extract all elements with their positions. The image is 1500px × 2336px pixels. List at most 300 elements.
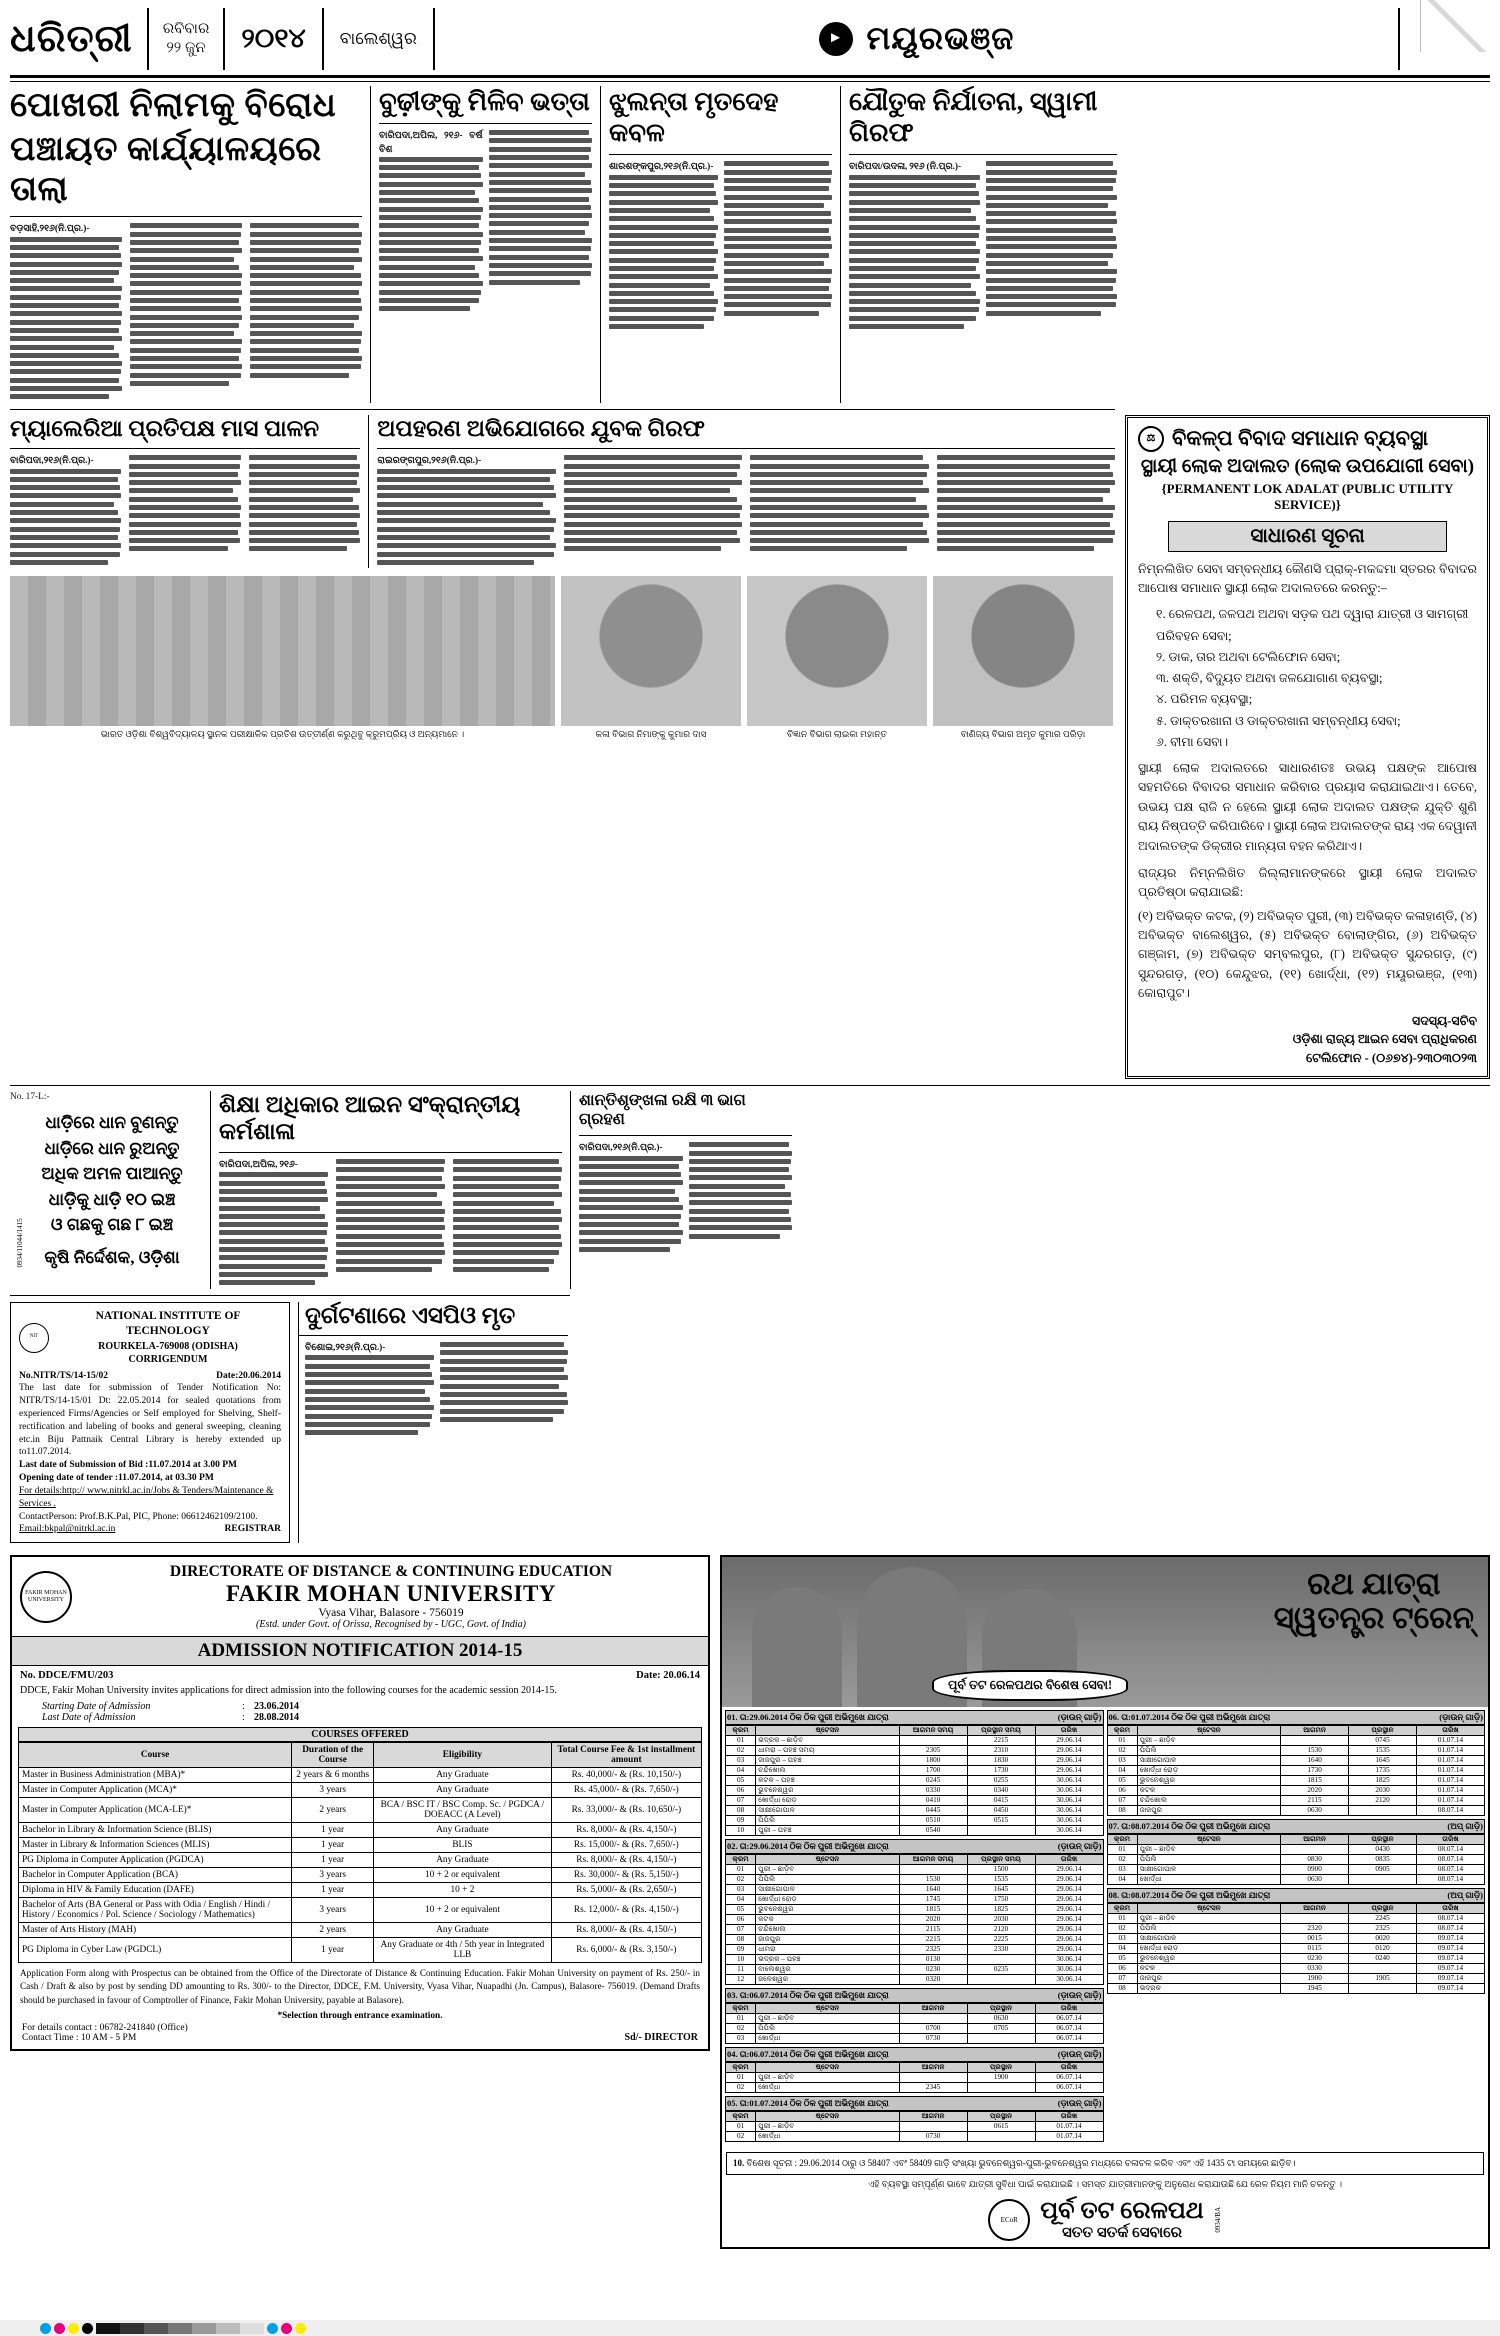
timetable-row: [726, 1905, 1104, 1915]
timetable-row: [1107, 1944, 1485, 1954]
timetable-row: [726, 1895, 1104, 1905]
timetable-block: [725, 1839, 1104, 1985]
departure: 0240: [1349, 1954, 1417, 1964]
sl-no: 03: [726, 1885, 756, 1895]
start-date-label: Starting Date of Admission: [42, 1701, 151, 1713]
station: କଟକ – ପହଞ୍ଚ: [756, 1776, 899, 1786]
emblem-icon: ⚖: [1138, 426, 1164, 452]
timetable: [725, 1725, 1104, 1836]
university-seal-icon: [20, 1571, 72, 1623]
swatch-yellow: [68, 2323, 79, 2334]
arrival: 0830: [1281, 1855, 1349, 1865]
departure: 0630: [967, 2014, 1035, 2024]
course-fee: Rs. 40,000/- & (Rs. 10,150/-): [551, 1768, 701, 1783]
date: 08.07.14: [1417, 1914, 1485, 1924]
timetable-row: [1107, 1845, 1485, 1855]
nit-advert: [10, 1302, 290, 1544]
timetable-row: [726, 1806, 1104, 1816]
table-row: [19, 1898, 702, 1923]
departure: 2245: [1349, 1914, 1417, 1924]
table-row: [19, 1868, 702, 1883]
station: ପିପିଲି: [1137, 1855, 1280, 1865]
date: 29.06.14: [1035, 1885, 1103, 1895]
masthead-date: [149, 8, 226, 70]
photo-group-2: [561, 576, 741, 741]
nit-date: Date:20.06.2014: [216, 1370, 281, 1381]
bottom-ads: [10, 1547, 1490, 2248]
story7-headline: ଶିକ୍ଷା ଅଧିକାର ଆଇନ ସଂକ୍ରାନ୍ତୀୟ କର୍ମଶାଳା: [219, 1091, 521, 1145]
date: 08.07.14: [1417, 1875, 1485, 1885]
nit-contact: ContactPerson: Prof.B.K.Pal, PIC, Phone: 06612462109/2100.: [19, 1511, 258, 1522]
train-ad-title-1: ରଥ ଯାତ୍ରା: [1307, 1566, 1441, 1602]
story-shanti: [570, 1091, 800, 1289]
story3-body-col1: [609, 175, 718, 329]
timetable-col-header: ତାରିଖ: [1417, 1904, 1485, 1914]
university-foot-note-2: *Selection through entrance examination.: [277, 2011, 443, 2022]
arrival: [899, 2014, 967, 2024]
story7-body-col2: [336, 1159, 445, 1272]
table-row: [19, 1923, 702, 1938]
course-name: PG Diploma in Cyber Law (PGDCL): [19, 1938, 292, 1963]
timetable-direction: (ଡ଼ାଉନ୍ ଗାଡ଼ି): [1057, 2049, 1102, 2060]
timetable-row: [726, 1925, 1104, 1935]
date: 29.06.14: [1035, 1865, 1103, 1875]
timetable: [725, 2003, 1104, 2044]
station: ସାକ୍ଷୀଗୋପାଳ: [1137, 1756, 1280, 1766]
courses-th-duration: Duration of the Course: [292, 1743, 374, 1768]
timetable-row: [726, 1875, 1104, 1885]
departure: 1750: [967, 1895, 1035, 1905]
date: 09.07.14: [1417, 1934, 1485, 1944]
departure: 1730: [967, 1766, 1035, 1776]
course-fee: Rs. 6,000/- & (Rs. 3,150/-): [551, 1938, 701, 1963]
story-budhi: [370, 86, 600, 403]
sl-no: 07: [726, 1796, 756, 1806]
date: 29.06.14: [1035, 1905, 1103, 1915]
sl-no: 04: [726, 1895, 756, 1905]
timetable-header: [1107, 1710, 1486, 1725]
date: 30.06.14: [1035, 1806, 1103, 1816]
departure: 2225: [967, 1935, 1035, 1945]
sl-no: 04: [1107, 1944, 1137, 1954]
timetable-row: [726, 1965, 1104, 1975]
arrival: 0730: [899, 2034, 967, 2044]
photo-group-1: [10, 576, 555, 741]
timetable-row: [726, 2034, 1104, 2044]
sl-no: 02: [726, 2024, 756, 2034]
arrival: 2305: [899, 1746, 967, 1756]
table-row: [19, 1853, 702, 1868]
story5-body-col2: [129, 455, 240, 551]
timetable-header: [1107, 1888, 1486, 1903]
sl-no: 01: [726, 1736, 756, 1746]
station: ଜାଜପୁର: [756, 1935, 899, 1945]
train-ad-note-no: 10.: [733, 2158, 745, 2169]
timetable-row: [1107, 1806, 1485, 1816]
lok-adalat-signature: ସଦସ୍ୟ-ସଚିବ: [1412, 1013, 1477, 1028]
story8-dateline: ବାରିପଦା,୨୧୬(ନି.ପ୍ର.)-: [579, 1143, 663, 1154]
masthead-logo: ଧରିତ୍ରୀ: [10, 8, 149, 70]
station: ଭୁବନେଶ୍ୱର: [1137, 1954, 1280, 1964]
date: 06.07.14: [1035, 2024, 1103, 2034]
course-name: PG Diploma in Computer Application (PGDCA): [19, 1853, 292, 1868]
timetable-title: 03. ତା:06.07.2014 ଠିକ ଠିକ ପୁରୀ ଅଭିମୁଖେ ଯାତ୍ରା: [727, 1990, 889, 2001]
timetable-row: [1107, 1934, 1485, 1944]
university-contact-time: Contact Time : 10 AM - 5 PM: [22, 2033, 137, 2044]
course-eligibility: BLIS: [374, 1838, 552, 1853]
departure: [1349, 1875, 1417, 1885]
departure: 1900: [967, 2073, 1035, 2083]
photo-caption-4: ବାଣିଜ୍ୟ ବିଭାଗ ଅମୃତ କୁମାର ପରିଡ଼ା: [960, 729, 1086, 740]
photo-award-ceremony: [10, 576, 555, 726]
timetable-col-header: ତାରିଖ: [1035, 1726, 1103, 1736]
timetable-title: 04. ତା:06.07.2014 ଠିକ ଠିକ ପୁରୀ ଅଭିମୁଖେ ଯାତ୍ରା: [727, 2049, 889, 2060]
story6-body-col1: [377, 469, 555, 565]
departure: 1825: [967, 1905, 1035, 1915]
timetable-col-header: ତାରିଖ: [1035, 2063, 1103, 2073]
timetable-row: [726, 1746, 1104, 1756]
station: ଖୋର୍ଦ୍ଧା: [1137, 1875, 1280, 1885]
lok-adalat-para2: ରାଜ୍ୟର ନିମ୍ନଲିଖିତ ଜିଲ୍ଲାମାନଙ୍କରେ ସ୍ଥାୟୀ ଲୋକ ଅଦାଲତ ପ୍ରତିଷ୍ଠା କରାଯାଇଛି:: [1138, 865, 1477, 900]
station: ଧାମରା – ପହଞ୍ଚ ସମୟ: [756, 1746, 899, 1756]
agri-ad-sidecode: 0934/11044/1415: [16, 1218, 24, 1268]
arrival: 0230: [899, 1965, 967, 1975]
course-fee: Rs. 45,000/- & (Rs. 7,650/-): [551, 1783, 701, 1798]
sl-no: 06: [1107, 1786, 1137, 1796]
university-address: Vyasa Vihar, Balasore - 756019: [318, 1607, 464, 1620]
course-fee: Rs. 12,000/- & (Rs. 4,150/-): [551, 1898, 701, 1923]
course-name: Master in Business Administration (MBA)*: [19, 1768, 292, 1783]
masthead: [10, 6, 1490, 78]
story-spo-death: [298, 1302, 568, 1544]
date: 01.07.14: [1417, 1796, 1485, 1806]
departure: [967, 2083, 1035, 2093]
date: 30.06.14: [1035, 1816, 1103, 1826]
timetable-direction: (ଡ଼ାଉନ୍ ଗାଡ଼ି): [1057, 1990, 1102, 2001]
date: 29.06.14: [1035, 1736, 1103, 1746]
timetable-row: [1107, 1875, 1485, 1885]
timetable-direction: (ଅପ୍‌ ଗାଡ଼ି): [1447, 1890, 1483, 1901]
arrival: 0115: [1281, 1944, 1349, 1954]
timetable-row: [726, 1816, 1104, 1826]
course-eligibility: 10 + 2: [374, 1883, 552, 1898]
course-duration: 3 years: [292, 1868, 374, 1883]
station: ପିପିଲି: [756, 1816, 899, 1826]
course-name: Master in Computer Application (MCA-LE)*: [19, 1798, 292, 1823]
date: 29.06.14: [1035, 1746, 1103, 1756]
departure: 1645: [967, 1885, 1035, 1895]
last-date-label: Last Date of Admission: [42, 1712, 136, 1724]
sl-no: 11: [726, 1965, 756, 1975]
timetable-col-header: ଆଗମନ: [899, 2063, 967, 2073]
timetable-direction: (ଡ଼ାଉନ୍ ଗାଡ଼ି): [1057, 1841, 1102, 1852]
sl-no: 01: [726, 2122, 756, 2132]
story6-body-col3: [750, 455, 928, 551]
timetable-col-header: ପ୍ରସ୍ଥାନ ସମୟ: [967, 1855, 1035, 1865]
departure: [967, 2132, 1035, 2142]
university-notification-date: Date: 20.06.14: [636, 1670, 700, 1682]
timetable-col-header: ପ୍ରସ୍ଥାନ: [967, 2063, 1035, 2073]
timetable-block: [1107, 1819, 1486, 1885]
course-name: Diploma in HIV & Family Education (DAFE): [19, 1883, 292, 1898]
story5-headline: ମ୍ୟାଲେରିଆ ପ୍ରତିପକ୍ଷ ମାସ ପାଳନ: [10, 415, 320, 441]
arrival: 0330: [899, 1786, 967, 1796]
date: 01.07.14: [1417, 1756, 1485, 1766]
table-row: [19, 1938, 702, 1963]
nit-email[interactable]: Email:bkpal@nitrkl.ac.in: [19, 1524, 116, 1535]
lok-adalat-service-list: [1156, 604, 1477, 753]
lok-adalat-ad: [1125, 409, 1490, 1079]
masthead-rule: [10, 81, 1490, 82]
sl-no: 09: [726, 1816, 756, 1826]
swatch-cyan-2: [267, 2323, 278, 2334]
departure: 2215: [967, 1736, 1035, 1746]
color-swatches: [0, 2320, 1500, 2336]
arrival: 0330: [1281, 1964, 1349, 1974]
nit-subtitle: ROURKELA-769008 (ODISHA): [98, 1340, 238, 1352]
date: 01.07.14: [1417, 1776, 1485, 1786]
date: 30.06.14: [1035, 1796, 1103, 1806]
story4-body-col1: [849, 175, 980, 329]
timetable-col-header: କ୍ରମ: [1107, 1726, 1137, 1736]
station: ଖୋର୍ଦ୍ଧା: [756, 2034, 899, 2044]
timetable-col-header: କ୍ରମ: [726, 2063, 756, 2073]
story7-dateline: ବାରିପଦା,ଅପିଲ, ୨୧୬-: [219, 1160, 298, 1171]
date: 01.07.14: [1417, 1736, 1485, 1746]
date: 01.07.14: [1035, 2132, 1103, 2142]
lead-body-columns: [10, 223, 362, 402]
station: କଟକ: [1137, 1786, 1280, 1796]
story5-body-col3: [249, 455, 360, 551]
station: ପୁରୀ – ଛାଡ଼ିବ: [756, 2014, 899, 2024]
timetable: [1107, 1903, 1486, 1994]
sl-no: 06: [1107, 1964, 1137, 1974]
sl-no: 02: [1107, 1924, 1137, 1934]
lok-adalat-title-row: [1138, 426, 1477, 452]
departure: 0255: [967, 1776, 1035, 1786]
lead-story: [10, 86, 370, 403]
timetable-col-header: କ୍ରମ: [1107, 1835, 1137, 1845]
mid-left: [10, 409, 1125, 1079]
train-ad-note-text: ବିଶେଷ ସୂଚନା : 29.06.2014 ଠାରୁ ଓ 58407 ଏବଂ 58409 ଗାଡ଼ି ସଂଖ୍ୟା ଭୁବନେଶ୍ୱର-ପୁରୀ-ଭୁବନେଶ୍ୱର ମଧ୍ୟରେ ଚଳାଚଳ କରିବ ଏବଂ ଏହି 1435 ଟା ସମୟରେ ଛାଡ଼ିବ।: [746, 2158, 1296, 2169]
third-row: [10, 1085, 1490, 1289]
timetable-col-header: ଷ୍ଟେସନ: [756, 2063, 899, 2073]
station: ସାକ୍ଷୀଗୋପାଳ: [1137, 1865, 1280, 1875]
nit-body: The last date for submission of Tender Notification No: NITR/TS/14-15/01 Dt: 22.05.2014 for sealed quotations from experienced Firms/Agencies or Self employed for Shelving, Shelf-rectification and labeling of books and general sweeping, cleaning etc.in Biju Pattnaik Central Library is hereby extended up to11.07.2014.: [19, 1383, 281, 1458]
rath-yatra-train-ad: [720, 1547, 1490, 2248]
timetable-row: [726, 1776, 1104, 1786]
sl-no: 04: [726, 1766, 756, 1776]
station: ଖୋର୍ଦ୍ଧା: [756, 2132, 899, 2142]
date: 01.07.14: [1417, 1786, 1485, 1796]
departure: 2120: [1349, 1796, 1417, 1806]
departure: 2310: [967, 1746, 1035, 1756]
arrival: 1730: [1281, 1766, 1349, 1776]
lok-adalat-para1: ସ୍ଥାୟୀ ଲୋକ ଅଦାଲତରେ ସାଧାରଣତଃ ଉଭୟ ପକ୍ଷଙ୍କ ଆପୋଷ ସହମତିରେ ବିବାଦର ସମାଧାନ କରିବାର ପ୍ରୟାସ କରାଯାଇଥାଏ। ତେବେ, ଉଭୟ ପକ୍ଷ ରାଜି ନ ହେଲେ ସ୍ଥାୟୀ ଲୋକ ଅଦାଲତ ପକ୍ଷଙ୍କ ଯୁକ୍ତି ଶୁଣି ରାୟ ନିଷ୍ପତ୍ତି କରିପାରିବେ। ସ୍ଥାୟୀ ଲୋକ ଅଦାଲତଙ୍କ ରାୟ ଏକ ଦେୱାନୀ ଅଦାଲତଙ୍କ ଡିକ୍ରୀର ମାନ୍ୟତା ବହନ କରିଥାଏ।: [1138, 761, 1477, 853]
lok-service-item: ୧. ରେଳପଥ, ଜଳପଥ ଅଥବା ସଡ଼କ ପଥ ଦ୍ୱାରା ଯାତ୍ରୀ ଓ ସାମଗ୍ରୀ ପରିବହନ ସେବା;: [1156, 607, 1469, 643]
departure: [967, 2034, 1035, 2044]
timetable-block: [1107, 1710, 1486, 1816]
timetable: [1107, 1725, 1486, 1816]
sl-no: 01: [726, 2073, 756, 2083]
arrival: 1815: [899, 1905, 967, 1915]
departure: 0340: [967, 1786, 1035, 1796]
date: 06.07.14: [1035, 2034, 1103, 2044]
lok-service-item: ୪. ପରିମଳ ବ୍ୟବସ୍ଥା;: [1156, 692, 1253, 707]
arrival: 2345: [899, 2083, 967, 2093]
timetable-row: [726, 1945, 1104, 1955]
story9-headline: ଦୁର୍ଗଟଣାରେ ଏସପିଓ ମୃତ: [305, 1302, 516, 1328]
station: ପିପିଲି: [756, 2024, 899, 2034]
date: 29.06.14: [1035, 1766, 1103, 1776]
agri-ad-line: ଧାଡ଼ିରେ ଧାନ ରୁଅନ୍ତୁ: [44, 1138, 180, 1158]
arrival: 0630: [1281, 1875, 1349, 1885]
station: ଭୁବନେଶ୍ୱର: [756, 1905, 899, 1915]
story2-body-col1: [379, 157, 483, 311]
departure: 0615: [967, 2122, 1035, 2132]
lok-service-item: ୬. ବୀମା ସେବା।: [1156, 734, 1229, 749]
sl-no: 10: [726, 1955, 756, 1965]
timetable-header: [725, 2096, 1104, 2111]
railway-logo-icon: ECoR: [988, 2199, 1030, 2241]
timetable-col-header: ପ୍ରସ୍ଥାନ: [1349, 1726, 1417, 1736]
timetable-block: [725, 1988, 1104, 2044]
photo-student-commerce: [933, 576, 1113, 726]
course-fee: Rs. 8,000/- & (Rs. 4,150/-): [551, 1823, 701, 1838]
date: 29.06.14: [1035, 1935, 1103, 1945]
date: 06.07.14: [1035, 2073, 1103, 2083]
timetable-row: [1107, 1964, 1485, 1974]
departure: 2330: [967, 1945, 1035, 1955]
date: 30.06.14: [1035, 1965, 1103, 1975]
fourth-left: [10, 1295, 580, 1544]
timetable-header: [725, 1710, 1104, 1725]
arrival: 2325: [899, 1945, 967, 1955]
swatch-magenta: [54, 2323, 65, 2334]
date: 09.07.14: [1417, 1984, 1485, 1994]
train-ad-footer-note: ଏହି ବ୍ୟବସ୍ଥା ସମ୍ପୂର୍ଣ୍ଣ ଭାବେ ଯାତ୍ରୀ ସୁବିଧା ପାଇଁ କରାଯାଇଛି । ସମସ୍ତ ଯାତ୍ରୀମାନଙ୍କୁ ଅନୁରୋଧ କରାଯାଉଛି ଯେ ରେଳ ନିୟମ ମାନି ଚଳନ୍ତୁ ।: [867, 2178, 1342, 2189]
course-eligibility: 10 + 2 or equivalent: [374, 1898, 552, 1923]
agri-ad-signoff: କୃଷି ନିର୍ଦ୍ଦେଶକ, ଓଡ଼ିଶା: [44, 1247, 180, 1267]
arrival: 1530: [899, 1875, 967, 1885]
departure: [967, 1826, 1035, 1836]
lok-adalat-english: {PERMANENT LOK ADALAT (PUBLIC UTILITY SERVICE)}: [1161, 480, 1454, 512]
story5-body-col1: [10, 469, 121, 565]
timetable-row: [726, 1975, 1104, 1985]
departure: [967, 1975, 1035, 1985]
story2-body-col2: [489, 130, 593, 284]
timetable-row: [726, 1865, 1104, 1875]
university-contact-phone: For details contact : 06782-241840 (Office): [22, 2023, 188, 2034]
swatch-cyan: [40, 2323, 51, 2334]
timetable-col-header: ପ୍ରସ୍ଥାନ: [967, 2004, 1035, 2014]
sl-no: 05: [726, 1776, 756, 1786]
university-notification-no: No. DDCE/FMU/203: [20, 1670, 114, 1682]
station: ସାକ୍ଷୀଗୋପାଳ: [756, 1806, 899, 1816]
timetable-block: [725, 2047, 1104, 2093]
arrival: 0245: [899, 1776, 967, 1786]
photo-row: [10, 576, 1115, 741]
timetable-col-header: ଷ୍ଟେସନ: [756, 2112, 899, 2122]
nit-logo-icon: NIT: [19, 1323, 49, 1353]
date: 01.07.14: [1417, 1766, 1485, 1776]
story7-body-col1: [219, 1172, 328, 1285]
start-date-value: 23.06.2014: [254, 1701, 299, 1713]
story2-dateline: ବାରିପଦା,ଅପିଲ, ୨୧୬- ବର୍ଷ ବିଶ: [379, 131, 483, 155]
timetable-col-header: ପ୍ରସ୍ଥାନ: [1349, 1904, 1417, 1914]
story9-body-col1: [305, 1355, 434, 1435]
table-row: [19, 1798, 702, 1823]
timetable-row: [726, 1826, 1104, 1836]
departure: 2325: [1349, 1924, 1417, 1934]
date: 08.07.14: [1417, 1855, 1485, 1865]
lok-service-item: ୫. ଡାକ୍ତରଖାନା ଓ ଡାକ୍ତରଖାନା ସମ୍ବନ୍ଧୀୟ ସେବା;: [1156, 713, 1401, 728]
timetable-title: 05. ତା:01.07.2014 ଠିକ ଠିକ ପୁରୀ ଅଭିମୁଖେ ଯାତ୍ରା: [727, 2098, 889, 2109]
course-duration: 1 year: [292, 1823, 374, 1838]
date: 08.07.14: [1417, 1924, 1485, 1934]
sl-no: 08: [1107, 1806, 1137, 1816]
university-foot-note-1: Application Form along with Prospectus can be obtained from the Office of the Directorate of Distance & Continuing Education. Fakir Mohan University on payment of Rs. 250/- in Cash / Draft & also by post by sending DD amounting to Rs. 300/- to the Director, DDCE, F.M. University, Vyasa Vihar, Nuapadhi (Jn. Campus), Balasore- 756019. (Demand Drafts should be purchased in favour of Comptroller of Finance, Fakir Mohan University, payable at Balasore).: [20, 1968, 700, 2005]
arrival: [899, 2073, 967, 2083]
story-malaria: [10, 415, 368, 569]
courses-table: [18, 1742, 702, 1963]
arrival: 1530: [1281, 1746, 1349, 1756]
course-fee: Rs. 8,000/- & (Rs. 4,150/-): [551, 1923, 701, 1938]
timetable: [725, 1854, 1104, 1985]
course-name: Bachelor of Arts (BA General or Pass with Odia / English / Hindi / History / Economics / Pol. Science / Sociology / Mathematics): [19, 1898, 292, 1923]
course-duration: 2 years & 6 months: [292, 1768, 374, 1783]
arrival: 2115: [1281, 1796, 1349, 1806]
courses-th-course: Course: [19, 1743, 292, 1768]
timetable-col-header: ପ୍ରସ୍ଥାନ ସମୟ: [967, 1726, 1035, 1736]
agri-ad: [10, 1091, 210, 1289]
timetable-header: [1107, 1819, 1486, 1834]
departure: 1535: [1349, 1746, 1417, 1756]
timetable-col-header: ଷ୍ଟେସନ: [1137, 1904, 1280, 1914]
course-name: Master of Arts History (MAH): [19, 1923, 292, 1938]
date: 29.06.14: [1035, 1895, 1103, 1905]
timetable-row: [726, 2122, 1104, 2132]
agri-ad-ref: No. 17-L:-: [10, 1091, 50, 1102]
arrival: 1800: [899, 1756, 967, 1766]
departure: 1535: [967, 1875, 1035, 1885]
lok-adalat-phone: ଟେଲିଫୋନ - (୦୬୭୪)-୨୩୦୩୦୨୩: [1305, 1051, 1477, 1066]
story8-headline: ଶାନ୍ତିଶୃଙ୍ଖଳା ରକ୍ଷି ୩ ଭାଗ ଗ୍ରହଣ: [579, 1091, 746, 1129]
timetable-col-header: କ୍ରମ: [726, 1726, 756, 1736]
train-ad-brand-1: ପୂର୍ବ ତଟ ରେଳପଥ: [1040, 2197, 1204, 2224]
course-eligibility: Any Graduate: [374, 1923, 552, 1938]
timetable-col-header: ଷ୍ଟେସନ: [756, 2004, 899, 2014]
lead-dateline: ବଡ଼ସାହି,୨୧୬(ନି.ପ୍ର.)-: [10, 224, 90, 235]
date: 08.07.14: [1417, 1865, 1485, 1875]
timetable-row: [1107, 1855, 1485, 1865]
timetable-row: [726, 2083, 1104, 2093]
swatch-magenta-2: [281, 2323, 292, 2334]
timetable-row: [1107, 1786, 1485, 1796]
story5-dateline: ବାରିପଦା,୨୧୬(ନି.ପ୍ର.)-: [10, 456, 94, 467]
station: ଚନ୍ଦିଖୋଲ: [756, 1766, 899, 1776]
timetable-header: [725, 1839, 1104, 1854]
lead-body-col2: [130, 223, 242, 386]
station: ଚନ୍ଦିଖୋଲ: [756, 1925, 899, 1935]
arrival: 0130: [899, 1955, 967, 1965]
arrival: 2020: [1281, 1786, 1349, 1796]
timetable-row: [726, 1786, 1104, 1796]
sl-no: 10: [726, 1826, 756, 1836]
station: ପୁରୀ – ଛାଡ଼ିବ: [756, 2122, 899, 2132]
nit-details-link[interactable]: For details:http:// www.nitrkl.ac.in/Jobs & Tenders/Maintenance & Services .: [19, 1485, 274, 1509]
university-estd: (Estd. under Govt. of Orissa, Recognised by - UGC, Govt. of India): [256, 1619, 526, 1631]
